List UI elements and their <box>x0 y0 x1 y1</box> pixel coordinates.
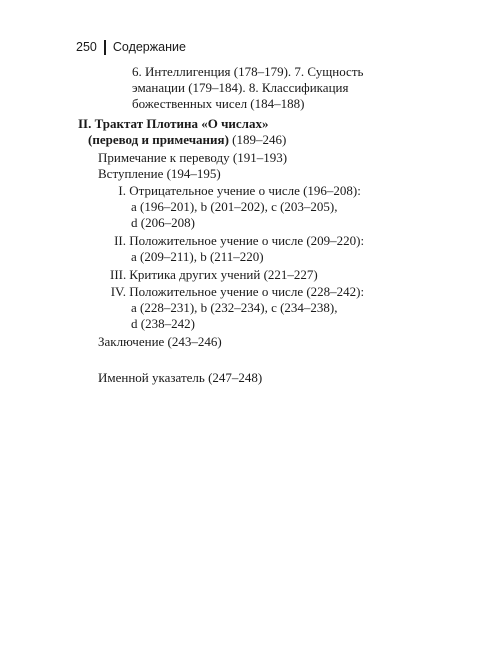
toc-section-entry <box>110 183 361 199</box>
part-2-pages: (189–246) <box>232 132 287 147</box>
toc-continued-line-1: 6. Интеллигенция (178–179). 7. Сущность <box>132 64 364 79</box>
section-title: Положительное учение о числе (209–220): <box>129 233 365 248</box>
toc-continued-line-3: божественных чисел (184–188) <box>132 96 305 111</box>
section-number: I. <box>118 183 126 198</box>
toc-continued-line-2: эманации (179–184). 8. Классификация <box>132 80 349 95</box>
toc-intro-entry: Вступление (194–195) <box>98 166 221 181</box>
toc-note-entry: Примечание к переводу (191–193) <box>98 150 288 165</box>
section-number: III. <box>110 267 127 282</box>
section-title: Положительное учение о числе (228–242): <box>129 284 365 299</box>
toc-index-entry: Именной указатель (247–248) <box>98 370 263 385</box>
toc-section-entry <box>110 284 364 300</box>
toc-conclusion-entry: Заключение (243–246) <box>98 334 222 349</box>
toc-section-entry <box>110 267 318 283</box>
running-header <box>76 38 186 56</box>
section-title: Отрицательное учение о числе (196–208): <box>129 183 361 198</box>
section-subentries: d (238–242) <box>131 316 195 331</box>
part-2-title: II. Трактат Плотина «О числах» <box>78 116 269 131</box>
header-divider <box>104 40 106 55</box>
section-subentries: d (206–208) <box>131 215 195 230</box>
section-subentries: a (196–201), b (201–202), c (203–205), <box>131 199 338 214</box>
toc-section-entry <box>110 233 364 249</box>
section-number: IV. <box>110 284 126 299</box>
section-title: Критика других учений (221–227) <box>129 267 318 282</box>
section-subentries: a (209–211), b (211–220) <box>131 249 264 264</box>
part-2-subtitle-line <box>88 132 286 148</box>
section-subentries: a (228–231), b (232–234), c (234–238), <box>131 300 338 315</box>
page-number: 250 <box>76 40 97 54</box>
section-number: II. <box>114 233 126 248</box>
running-title: Содержание <box>112 40 186 54</box>
part-2-subtitle: (перевод и примечания) <box>88 132 229 147</box>
